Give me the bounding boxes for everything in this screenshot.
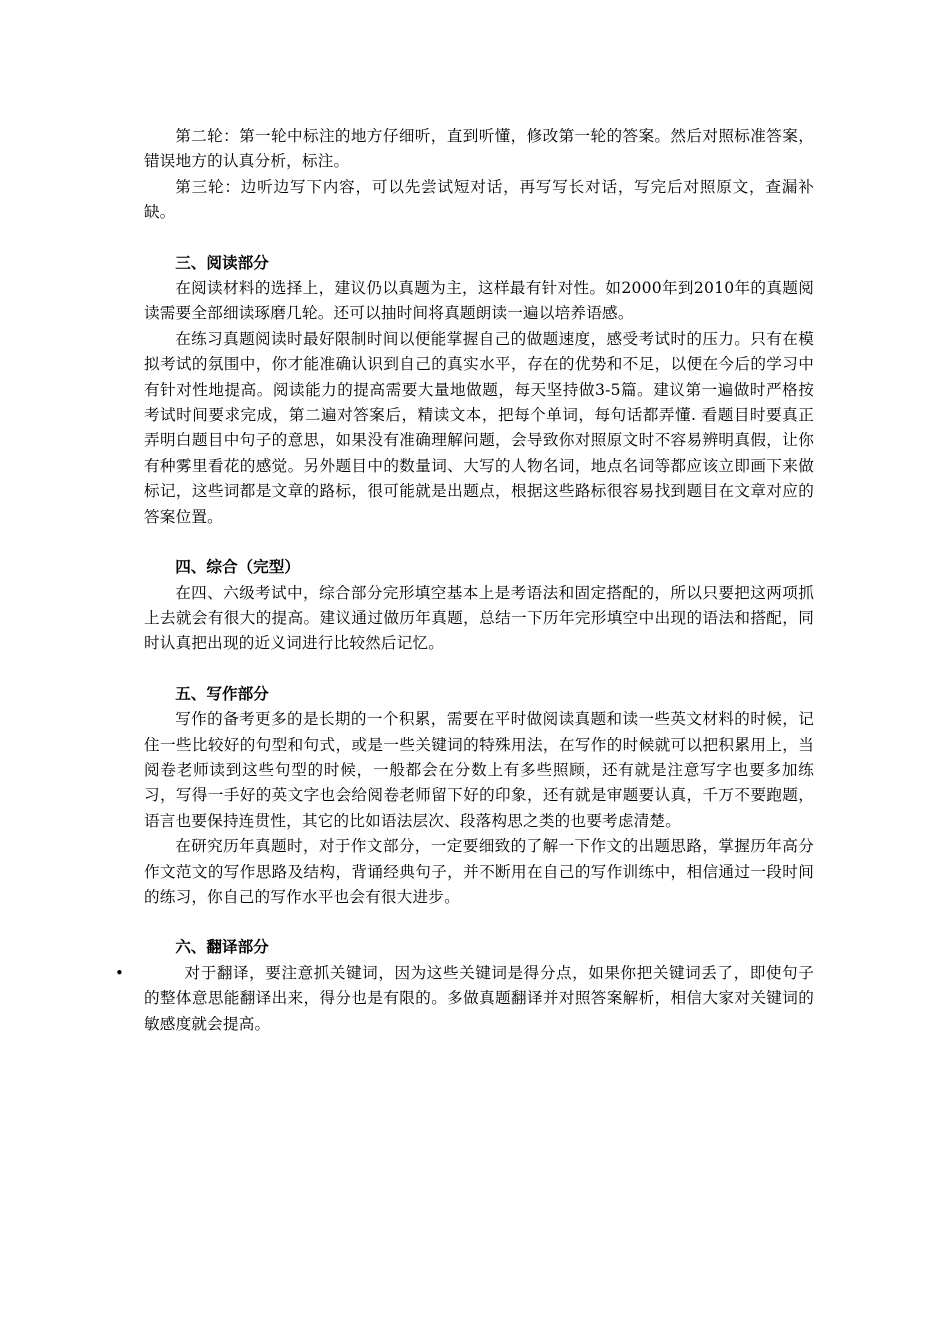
spacer <box>144 657 814 682</box>
spacer <box>144 226 814 251</box>
paragraph-reading-practice: 在练习真题阅读时最好限制时间以便能掌握自己的做题速度，感受考试时的压力。只有在模拟考试的氛围中，你才能准确认识到自己的真实水平，存在的优势和不足，以便在今后的学习中有针对性地提高。阅读能力的提高需要大量地做题，每天坚持做3-5篇。建议第一遍做时严格按考试时间要求完成，第二遍对答案后，精读文本，把每个单词，每句话都弄懂. 看题目时要真正弄明白题目中句子的意思，如果没有准确理解问题，会导致你对照原文时不容易辨明真假，让你有种雾里看花的感觉。另外题目中的数量词、大写的人物名词，地点名词等都应该立即画下来做标记，这些词都是文章的路标，很可能就是出题点，根据这些路标很容易找到题目在文章对应的答案位置。 <box>144 329 814 526</box>
spacer <box>144 530 814 555</box>
paragraph-translation: 对于翻译，要注意抓关键词，因为这些关键词是得分点，如果你把关键词丢了，即使句子的整体意思能翻译出来，得分也是有限的。多做真题翻译并对照答案解析，相信大家对关键词的敏感度就会提高。 <box>144 963 814 1033</box>
bullet-list-item <box>115 961 814 1037</box>
heading-writing: 五、写作部分 <box>175 684 269 703</box>
bullet-icon: • <box>115 963 124 982</box>
paragraph-round-two: 第二轮：第一轮中标注的地方仔细听，直到听懂，修改第一轮的答案。然后对照标准答案，错误地方的认真分析，标注。 <box>144 127 814 171</box>
heading-reading: 三、阅读部分 <box>175 253 269 272</box>
document-page <box>115 124 814 1037</box>
paragraph-writing-research: 在研究历年真题时，对于作文部分，一定要细致的了解一下作文的出题思路，掌握历年高分作文范文的写作思路及结构，背诵经典句子，并不断用在自己的写作训练中，相信通过一段时间的练习，你自己的写作水平也会有很大进步。 <box>144 837 814 906</box>
paragraph-reading-materials: 在阅读材料的选择上，建议仍以真题为主，这样最有针对性。如2000年到2010年的真题阅读需要全部细读琢磨几轮。还可以抽时间将真题朗读一遍以培养语感。 <box>144 279 814 323</box>
paragraph-writing-accumulation: 写作的备考更多的是长期的一个积累，需要在平时做阅读真题和读一些英文材料的时候，记住一些比较好的句型和句式，或是一些关键词的特殊用法，在写作的时候就可以把积累用上，当阅卷老师读到这些句型的时候，一般都会在分数上有多些照顾，还有就是注意写字也要多加练习，写得一手好的英文字也会给阅卷老师留下好的印象，还有就是审题要认真，千万不要跑题，语言也要保持连贯性，其它的比如语法层次、段落构思之类的也要考虑清楚。 <box>144 710 814 830</box>
paragraph-round-three: 第三轮：边听边写下内容，可以先尝试短对话，再写写长对话，写完后对照原文，查漏补缺。 <box>144 177 814 222</box>
paragraph-cloze: 在四、六级考试中，综合部分完形填空基本上是考语法和固定搭配的，所以只要把这两项抓上去就会有很大的提高。建议通过做历年真题，总结一下历年完形填空中出现的语法和搭配，同时认真把出现的近义词进行比较然后记忆。 <box>144 583 814 653</box>
heading-translation: 六、翻译部分 <box>175 938 269 957</box>
spacer <box>144 910 814 935</box>
heading-cloze: 四、综合（完型） <box>175 558 300 577</box>
